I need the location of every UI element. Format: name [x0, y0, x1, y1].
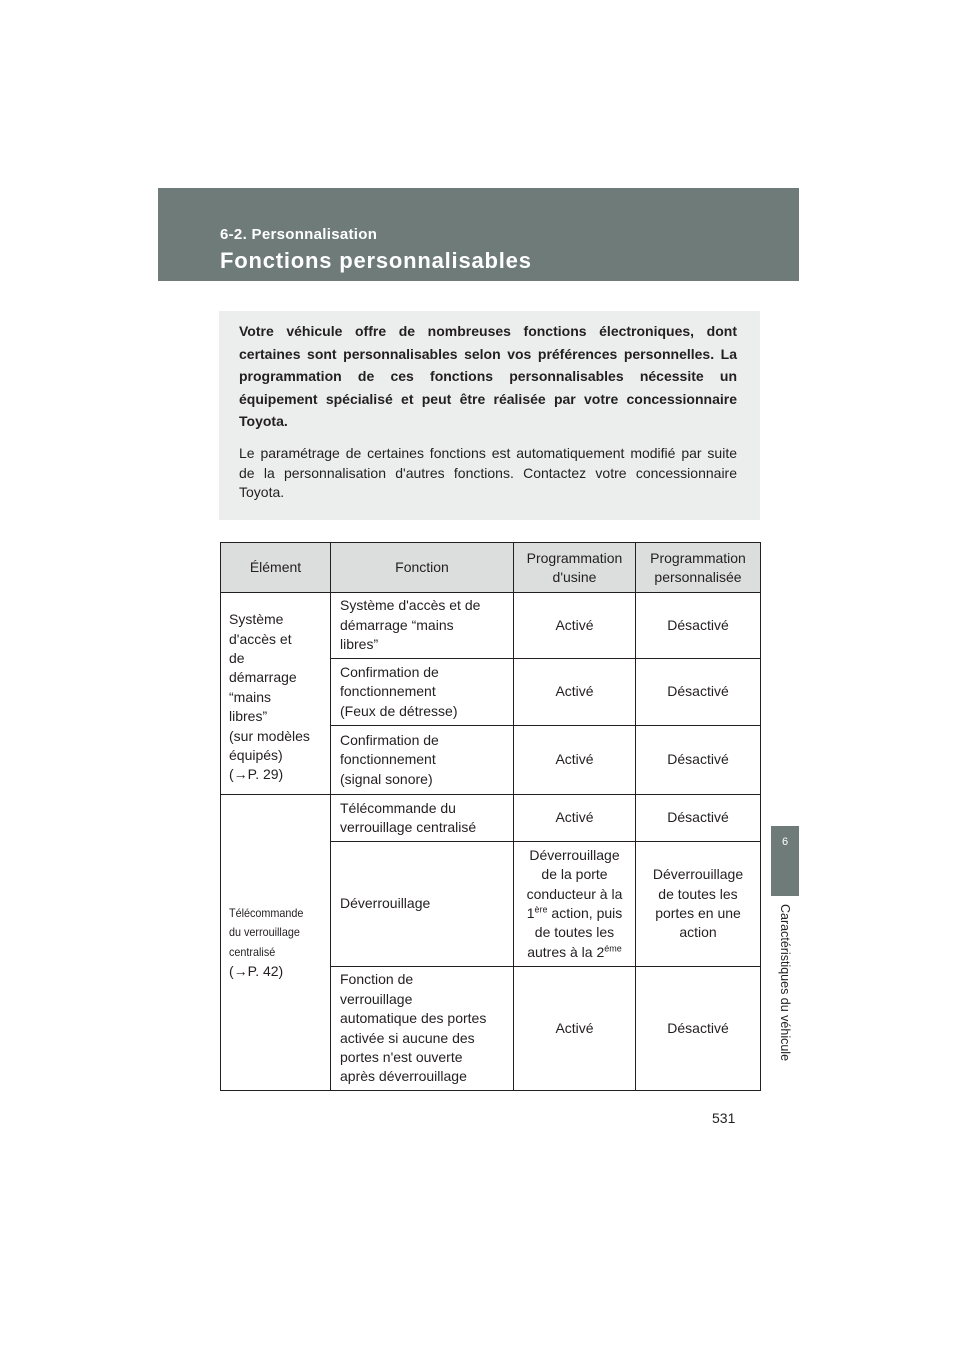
element-line: (sur modèles — [229, 727, 310, 744]
function-cell — [331, 593, 514, 659]
function-line: Télécommande du — [340, 799, 456, 816]
element-cell-remote — [221, 795, 331, 1091]
chapter-number: 6 — [781, 836, 789, 848]
function-line: Système d'accès et de — [340, 597, 481, 614]
chapter-tab[interactable] — [771, 826, 799, 896]
function-cell: Déverrouillage — [331, 842, 514, 967]
page-reference: (→P. 29) — [229, 766, 284, 783]
header-custom: Programmation personnalisée — [636, 543, 761, 593]
function-cell — [331, 967, 514, 1091]
factory-setting: Activé — [514, 659, 636, 726]
custom-line: action — [679, 924, 717, 941]
intro-normal-text: Le paramétrage de certaines fonctions est automatiquement modifié par suite de la personnalisation d'autres fonctions. Contactez votre concessionnaire Toyota. — [239, 445, 737, 500]
custom-setting: Désactivé — [636, 967, 761, 1091]
page-reference: (→P. 42) — [229, 963, 284, 980]
function-cell — [331, 726, 514, 795]
page-title: Fonctions personnalisables — [220, 248, 532, 273]
function-line: automatique des portes — [340, 1010, 487, 1027]
custom-setting: Désactivé — [636, 659, 761, 726]
function-line: verrouillage — [340, 990, 413, 1007]
function-line: Fonction de — [340, 971, 414, 988]
custom-setting: Désactivé — [636, 726, 761, 795]
table-row — [221, 795, 761, 842]
function-line: (signal sonore) — [340, 770, 433, 787]
header-factory: Programmation d'usine — [514, 543, 636, 593]
table-header-row — [221, 543, 761, 593]
chapter-label-text: Caractéristiques du véhicule — [778, 904, 792, 1062]
element-line: démarrage — [229, 669, 297, 686]
factory-line: de toutes les — [534, 924, 615, 941]
element-line: centralisé — [229, 944, 276, 959]
page-number: 531 — [712, 1110, 736, 1126]
element-cell-keyless — [221, 593, 331, 795]
section-number: 6-2. Personnalisation — [220, 226, 378, 243]
custom-line: de toutes les — [658, 885, 738, 902]
chapter-label — [773, 904, 797, 1090]
factory-line: Déverrouillage — [529, 846, 620, 863]
element-line: Système — [229, 611, 284, 628]
ordinal-number: 1 — [526, 905, 535, 921]
factory-setting — [514, 842, 636, 967]
factory-line — [514, 943, 635, 962]
element-line: de — [229, 649, 245, 666]
element-line: équipés) — [229, 747, 283, 764]
factory-setting: Activé — [514, 795, 636, 842]
factory-setting: Activé — [514, 593, 636, 659]
custom-line: portes en une — [655, 905, 741, 921]
function-line: après déverrouillage — [340, 1068, 467, 1085]
custom-setting: Désactivé — [636, 795, 761, 842]
factory-setting: Activé — [514, 967, 636, 1091]
ordinal-suffix: éme — [604, 943, 622, 954]
custom-line: Déverrouillage — [652, 866, 744, 883]
customization-table — [220, 542, 761, 1091]
factory-line: conducteur à la — [526, 885, 623, 902]
element-small-text — [229, 904, 303, 963]
ordinal-suffix: ère — [534, 904, 548, 915]
header-element: Élément — [221, 543, 331, 593]
function-line: fonctionnement — [340, 683, 436, 700]
function-line: portes n'est ouverte — [340, 1048, 463, 1065]
custom-setting: Désactivé — [636, 593, 761, 659]
header-function: Fonction — [331, 543, 514, 593]
table-row — [221, 593, 761, 659]
factory-line: de la porte — [541, 866, 608, 883]
function-line: démarrage “mains — [340, 616, 454, 633]
intro-box — [219, 311, 760, 520]
function-line: verrouillage centralisé — [340, 819, 477, 835]
element-line: “mains — [229, 688, 272, 705]
intro-bold-text: Votre véhicule offre de nombreuses fonctions électroniques, dont certaines sont personnalisables selon vos préférences personnelles. La programmation de ces fonctions personnalisables nécessite un équipement spécialisé et peut être réalisée par votre concessionnaire Toyota. — [239, 323, 737, 430]
factory-line-rest: action, puis — [547, 905, 623, 921]
function-line: Confirmation de — [340, 663, 439, 680]
element-line: d'accès et — [229, 630, 292, 647]
factory-setting: Activé — [514, 726, 636, 795]
function-line: activée si aucune des — [340, 1029, 475, 1046]
element-line: du verrouillage — [229, 925, 300, 940]
function-cell — [331, 659, 514, 726]
element-line: Télécommande — [229, 905, 304, 920]
section-header — [158, 188, 799, 281]
function-line: fonctionnement — [340, 751, 436, 768]
factory-line-text: autres à la 2 — [527, 943, 605, 960]
function-line: (Feux de détresse) — [340, 702, 458, 719]
function-line: Confirmation de — [340, 731, 439, 748]
factory-line — [514, 904, 635, 923]
custom-setting — [636, 842, 761, 967]
function-cell — [331, 795, 514, 842]
function-line: libres” — [340, 636, 379, 653]
element-line: libres” — [229, 708, 268, 725]
